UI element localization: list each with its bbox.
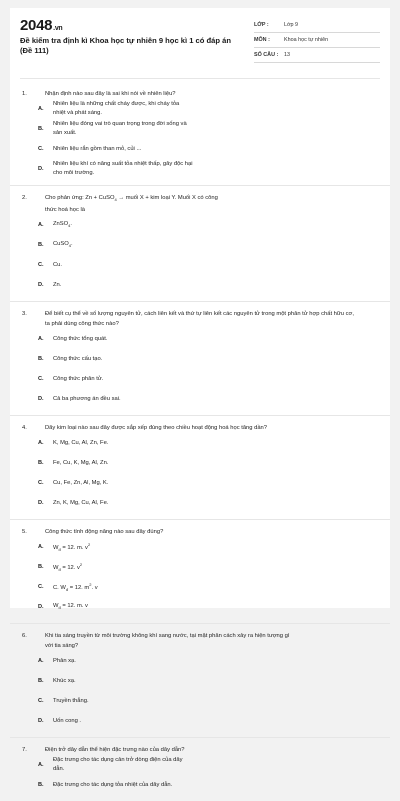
site-logo[interactable]: 2048.vn [20, 17, 63, 34]
option-b[interactable]: B. CuSO$_4$. [38, 241, 73, 249]
question-text: Công thức tính động năng nào sau đây đúng? [45, 529, 164, 536]
option-b[interactable]: B. Nhiên liệu đóng vai trò quan trọng trong đời sống và sản xuất. [38, 121, 187, 136]
exam-sheet [10, 8, 390, 788]
option-b[interactable]: B. Fe, Cu, K, Mg, Al, Zn. [38, 459, 109, 466]
question-7: 7. Điện trở dây dẫn thể hiện đặc trưng nào của dây dẫn? A. Đặc trưng cho tác dụng cản trở dòng điện của dây dẫn. B. Đặc trưng cho tác dụng tỏa nhiệt của dây dẫn. [10, 738, 390, 801]
option-d[interactable]: D. Nhiên liệu khí có năng suất tỏa nhiệt thấp, gây độc hại cho môi trường. [38, 161, 193, 176]
meta-subject: MÔN : Khoa học tự nhiên [254, 33, 380, 48]
option-a[interactable]: A. Phản xạ. [38, 657, 76, 664]
question-4: 4. Dãy kim loại nào sau đây được sắp xếp đúng theo chiều hoạt động hoá học tăng dần? A. K, Mg, Cu, Al, Zn, Fe. B. Fe, Cu, K, Mg, Al, Zn. C. Cu, Fe, Zn, Al, Mg, K. D. Zn, K, Mg, Cu, Al, Fe. [10, 416, 390, 520]
option-d[interactable]: D. Zn. [38, 281, 62, 288]
question-text: Cho phản ứng: Zn + CuSO$_4$ → muối X + kim loại Y. Muối X có công thức hoá học là [45, 195, 218, 214]
option-a[interactable]: A. ZnSO$_4$. [38, 221, 72, 229]
meta-class: LỚP : Lớp 9 [254, 18, 380, 33]
option-b[interactable]: B. Khúc xạ. [38, 677, 76, 684]
question-1: 1. Nhận định nào sau đây là sai khi nói về nhiên liệu? A. Nhiên liệu là những chất cháy được, khi cháy tỏa nhiệt và phát sáng. B. Nhiên liệu đóng vai trò quan trọng trong đời sống và sản xuất. C. Nhiên liệu rắn gồm than mỏ, củi ... D. Nhiên liệu khí có năng suất tỏa nhiệt thấp, gây độc hại cho môi trường. [10, 82, 390, 186]
question-text: Dãy kim loại nào sau đây được sắp xếp đúng theo chiều hoạt động hoá học tăng dần? [45, 425, 267, 432]
option-b[interactable]: B. Công thức cấu tạo. [38, 355, 103, 362]
option-c[interactable]: C. Truyền thẳng. [38, 697, 89, 704]
option-c[interactable]: C. C. $W_đ = 12$. $m^2$. v [38, 582, 98, 593]
meta-count: SỐ CÂU : 13 [254, 48, 380, 63]
option-b[interactable]: B. Đặc trưng cho tác dụng tỏa nhiệt của dây dẫn. [38, 781, 173, 788]
question-text: Khi tia sáng truyền từ môi trường không khí sang nước, tại mặt phân cách xảy ra hiện tượng gì với tia sáng? [45, 633, 290, 650]
option-a[interactable]: A. Công thức tổng quát. [38, 335, 108, 342]
question-5: 5. Công thức tính động năng nào sau đây đúng? A. $W_đ = 12$. m. $v^2$ B. $W_đ = 12$. $v^2$ C. C. $W_đ = 12$. $m^2$. v D. $W_đ = 12$. m. v [10, 520, 390, 624]
option-c[interactable]: C. Cu, Fe, Zn, Al, Mg, K. [38, 479, 109, 486]
question-text: Để biết cụ thể về số lượng nguyên tử, cách liên kết và thứ tự liên kết các nguyên tử trong một phân tử hợp chất hữu cơ, ta phải dùng công thức nào? [45, 311, 354, 328]
option-d[interactable]: D. Cả ba phương án đều sai. [38, 395, 121, 402]
question-3: 3. Để biết cụ thể về số lượng nguyên tử, cách liên kết và thứ tự liên kết các nguyên tử trong một phân tử hợp chất hữu cơ, ta phải dùng công thức nào? A. Công thức tổng quát. B. Công thức cấu tạo. C. Công thức phân tử. D. Cả ba phương án đều sai. [10, 302, 390, 416]
question-text: Nhận định nào sau đây là sai khi nói về nhiên liệu? [45, 91, 176, 97]
option-d[interactable]: D. Uốn cong . [38, 717, 82, 724]
option-a[interactable]: A. K, Mg, Cu, Al, Zn, Fe. [38, 439, 109, 446]
question-text: Điện trở dây dẫn thể hiện đặc trưng nào của dây dẫn? [45, 747, 185, 754]
option-c[interactable]: C. Công thức phân tử. [38, 375, 104, 382]
option-d[interactable]: D. Zn, K, Mg, Cu, Al, Fe. [38, 499, 109, 506]
page-title: Đề kiểm tra định kì Khoa học tự nhiên 9 học kì 1 có đáp án (Đề 111) [20, 36, 231, 55]
option-a[interactable]: A. Đặc trưng cho tác dụng cản trở dòng điện của dây dẫn. [38, 757, 183, 773]
option-a[interactable]: A. Nhiên liệu là những chất cháy được, khi cháy tỏa nhiệt và phát sáng. [38, 101, 180, 116]
question-6: 6. Khi tia sáng truyền từ môi trường không khí sang nước, tại mặt phân cách xảy ra hiện tượng gì với tia sáng? A. Phản xạ. B. Khúc xạ. C. Truyền thẳng. D. Uốn cong . [10, 624, 390, 738]
page-header [10, 8, 390, 70]
header-divider [20, 78, 380, 79]
option-b[interactable]: B. $W_đ = 12$. $v^2$ [38, 562, 83, 573]
option-d[interactable]: D. $W_đ = 12$. m. v [38, 603, 88, 611]
option-c[interactable]: C. Nhiên liệu rắn gồm than mỏ, củi ... [38, 145, 142, 152]
option-a[interactable]: A. $W_đ = 12$. m. $v^2$ [38, 542, 91, 553]
option-c[interactable]: C. Cu. [38, 261, 63, 268]
question-list [10, 82, 390, 801]
exam-meta [254, 18, 380, 63]
question-2: 2. Cho phản ứng: Zn + CuSO$_4$ → muối X + kim loại Y. Muối X có công thức hoá học là A. ZnSO$_4$. B. CuSO$_4$. C. Cu. D. Zn. [10, 186, 390, 302]
